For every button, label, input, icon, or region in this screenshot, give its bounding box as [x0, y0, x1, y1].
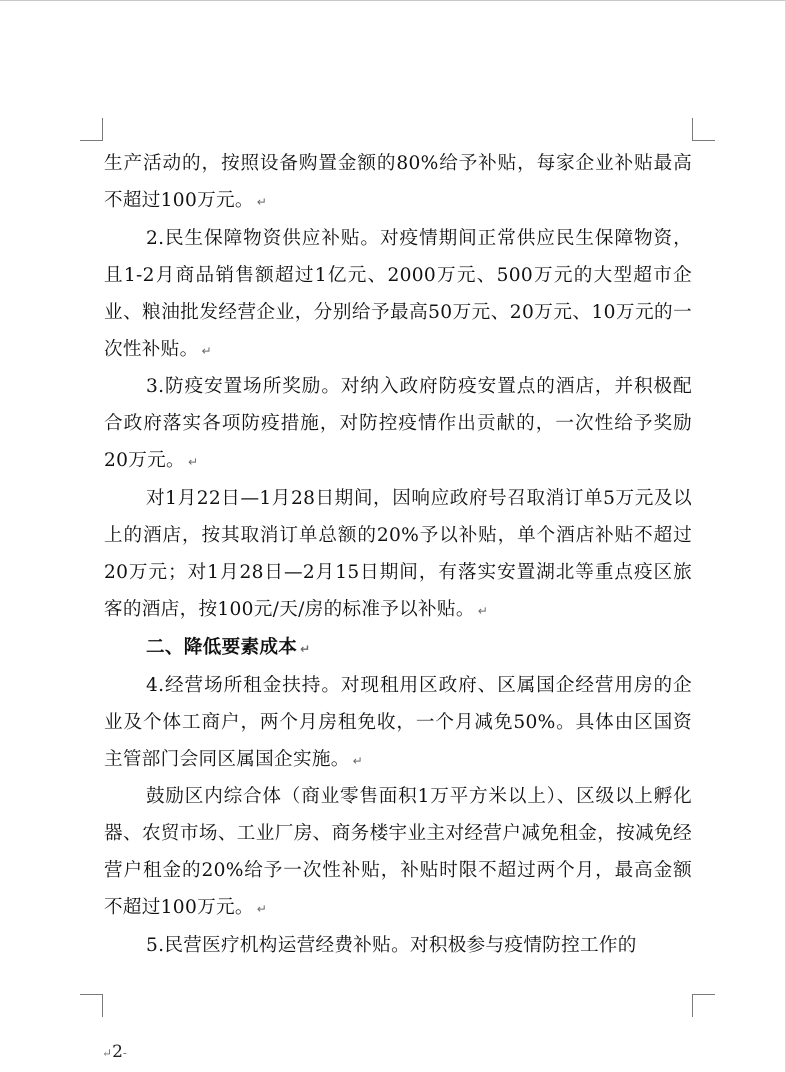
crop-mark-top-left — [80, 118, 103, 141]
paragraph-mark-icon: ↵ — [352, 753, 363, 768]
paragraph-5: 4.经营场所租金扶持。对现租用区政府、区属国企经营用房的企业及个体工商户，两个月房租免收，一个月减免50%。具体由区国资主管部门会同区属国企实施。 ↵ — [104, 674, 692, 770]
top-border — [0, 0, 786, 1]
paragraph-mark-icon: ↵ — [300, 641, 311, 656]
paragraph-mark-icon: ↵ — [102, 1046, 113, 1060]
paragraph-6: 鼓励区内综合体（商业零售面积1万平方米以上）、区级以上孵化器、农贸市场、工业厂房、商务楼宇业主对经营户减免租金，按减免经营户租金的20%给予一次性补贴，补贴时限不超过两个月，最高金额不超过100万元。 ↵ — [104, 786, 692, 919]
paragraph-2: 2.民生保障物资供应补贴。对疫情期间正常供应民生保障物资，且1-2月商品销售额超过1亿元、2000万元、500万元的大型超市企业、粮油批发经营企业，分别给予最高50万元、20万元、10万元的一次性补贴。 ↵ — [104, 227, 692, 360]
paragraph-mark-icon: ↵ — [187, 455, 199, 470]
paragraph-1: 生产活动的，按照设备购置金额的80%给予补贴，每家企业补贴最高不超过100万元。 ↵ — [104, 153, 692, 211]
document-body[interactable] — [104, 146, 692, 965]
page-number: ↵2- — [102, 1042, 127, 1062]
paragraph-mark-icon: ↵ — [477, 603, 489, 618]
section-heading: 二、降低要素成本 ↵ — [146, 636, 311, 658]
paragraph-4: 对1月22日—1月28日期间，因响应政府号召取消订单5万元及以上的酒店，按其取消订单总额的20%予以补贴，单个酒店补贴不超过20万元；对1月28日—2月15日期间，有落实安置湖北等重点疫区旅客的酒店，按100元/天/房的标准予以补贴。 ↵ — [104, 488, 692, 620]
crop-mark-top-right — [692, 118, 715, 141]
paragraph-mark-icon: ↵ — [201, 343, 212, 358]
paragraph-3: 3.防疫安置场所奖励。对纳入政府防疫安置点的酒店，并积极配合政府落实各项防疫措施，对防控疫情作出贡献的，一次性给予奖励20万元。 ↵ — [104, 376, 692, 472]
crop-mark-bottom-left — [80, 994, 103, 1017]
crop-mark-bottom-right — [692, 994, 715, 1017]
paragraph-mark-icon: ↵ — [256, 194, 268, 209]
paragraph-mark-icon: ↵ — [256, 902, 268, 917]
paragraph-7: 5.民营医疗机构运营经费补贴。对积极参与疫情防控工作的 — [146, 935, 637, 957]
